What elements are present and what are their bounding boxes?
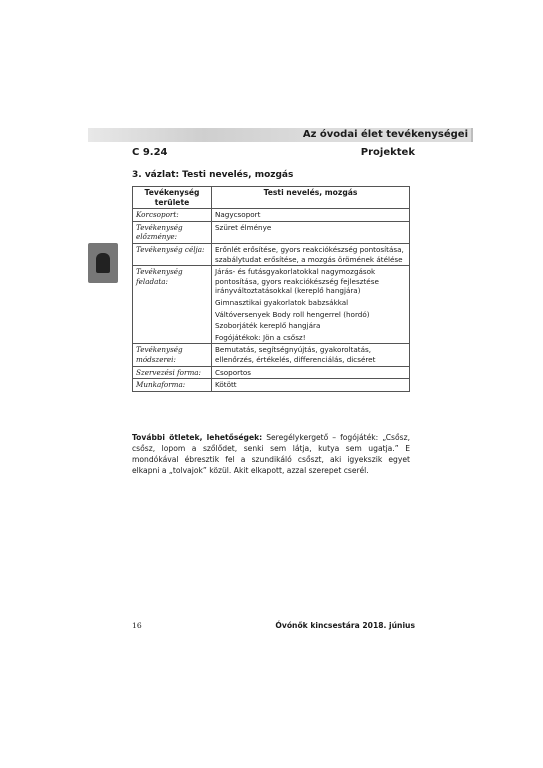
table-header-row: [133, 187, 410, 209]
section-title: Projektek: [360, 147, 415, 158]
table-row: [133, 266, 410, 344]
table-row: [133, 366, 410, 379]
row-label: Tevékenység célja:: [133, 243, 212, 265]
row-value-item: Gimnasztikai gyakorlatok babzsákkal: [215, 297, 349, 307]
row-label: Szervezési forma:: [133, 366, 212, 379]
row-value-item: Kötött: [215, 380, 237, 390]
table-row: [133, 379, 410, 392]
chapter-code: C 9.24: [132, 147, 168, 158]
row-label: Tevékenység módszerei:: [133, 344, 212, 366]
col1-header: Tevékenység területe: [133, 187, 212, 209]
table-row: [133, 344, 410, 366]
table-row: [133, 221, 410, 243]
row-value-item: Erőnlét erősítése, gyors reakciókészség pontosítása, szabálytudat erősítése, a mozgás örömének átélése: [215, 244, 404, 264]
row-value-item: Nagycsoport: [215, 210, 261, 220]
row-label: Tevékenység előzménye:: [133, 221, 212, 243]
row-label: Korcsoport:: [133, 209, 212, 222]
header-title: Az óvodai élet tevékenységei: [300, 128, 471, 142]
row-value-item: Járás- és futásgyakorlatokkal nagymozgások pontosítása, gyors reakciókészség fejlesztése irányváltoztatásokkal (kereplő hangjára): [215, 267, 379, 296]
activity-table: [132, 186, 410, 392]
row-value: [212, 266, 410, 344]
footer-publication: Óvónők kincsestára 2018. június: [275, 621, 415, 630]
row-value-item: Szoborjáték kereplő hangjára: [215, 321, 321, 331]
table-body: [133, 209, 410, 392]
row-value-item: Bemutatás, segítségnyújtás, gyakoroltatás, ellenőrzés, értékelés, differenciálás, dicséret: [215, 345, 376, 364]
row-label: Munkaforma:: [133, 379, 212, 392]
table-row: [133, 243, 410, 265]
row-label: Tevékenység feladata:: [133, 266, 212, 344]
row-value-item: Szüret élménye: [215, 222, 272, 232]
row-value: [212, 209, 410, 222]
row-value-item: Váltóversenyek Body roll hengerrel (hordó): [215, 309, 370, 319]
row-value: [212, 221, 410, 243]
table-row: [133, 209, 410, 222]
row-value: [212, 344, 410, 366]
row-value-item: Csoportos: [215, 367, 252, 377]
ideas-paragraph: [132, 432, 410, 476]
row-value: [212, 243, 410, 265]
row-value: [212, 366, 410, 379]
ideas-text: Seregélykergető – fogójáték: „Csősz, csősz, lopom a szőlődet, senki sem látja, kutya sem ugatja.” E mondókával ébresztik fel a szundikáló csőszt, aki igyekszik egyet elkapni a „tolvajok” közül. Akit elkapott, azzal szerepet cserél.: [132, 433, 410, 475]
page-number: 16: [132, 621, 142, 630]
plan-subtitle: 3. vázlat: Testi nevelés, mozgás: [132, 170, 294, 180]
col2-header: Testi nevelés, mozgás: [212, 187, 410, 209]
row-value: [212, 379, 410, 392]
ideas-lead: További ötletek, lehetőségek:: [132, 433, 263, 442]
children-icon: [88, 243, 118, 283]
row-value-item: Fogójátékok: Jön a csősz!: [215, 332, 306, 342]
